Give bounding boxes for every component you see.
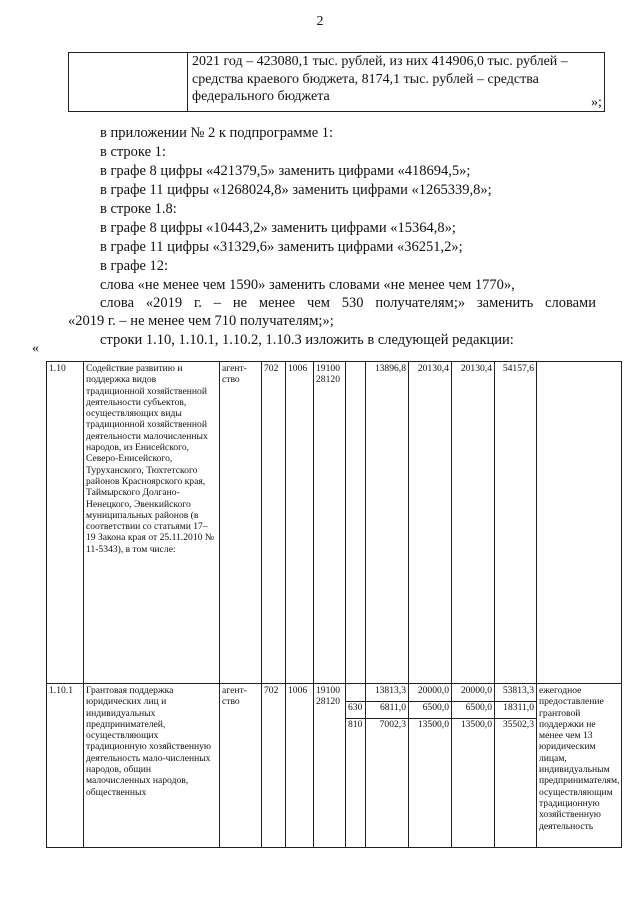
row-total	[495, 684, 537, 848]
row-vr	[346, 684, 366, 848]
program-table	[46, 361, 622, 848]
row-grbs: агент-ство	[220, 362, 262, 684]
row-name: Содействие развитию и поддержка видов традиционной хозяйственной деятельности субъектов, осуществляющих виды традиционной хозяйственной деятельности малочисленных народов, из Енисейского, Северо-Енисейского, Туруханского, Тюхтетского районов Красноярского края, Таймырского Долгано-Ненецкого, Эвенкийского муниципальных районов (в соответствии со статьями 17–19 Закона края от 25.11.2010 № 11-5343), в том числе:	[84, 362, 220, 684]
body-line: слова «не менее чем 1590» заменить словами «не менее чем 1770»,	[100, 277, 515, 293]
row-result: ежегодное предоставление грантовой поддержки не менее чем 13 юридическим лицам, индивидуальным предпринимателям, осуществляющим традиционную хозяйственную деятельность	[537, 684, 622, 848]
amount: 35502,3	[495, 718, 536, 735]
amount: 20000,0	[460, 685, 492, 696]
body-line: в графе 12:	[100, 258, 169, 274]
row-name: Грантовая поддержка юридических лиц и индивидуальных предпринимателей, осуществляющих традиционную хозяйственную деятельность мало-численных народов, общин малочисленных народов, общественных	[84, 684, 220, 848]
row-csr: 19100 28120	[314, 684, 346, 848]
row-2020	[409, 684, 452, 848]
vr-value: 810	[346, 718, 365, 735]
vr-value	[348, 685, 363, 701]
table-open-quote: «	[32, 341, 39, 356]
page-number: 2	[316, 14, 324, 29]
funding-box-text: 2021 год – 423080,1 тыс. рублей, из них 414906,0 тыс. рублей – средства краевого бюджета, 8174,1 тыс. рублей – средства федерального бюджета	[188, 53, 605, 112]
row-number: 1.10	[47, 362, 84, 684]
amount: 13500,0	[452, 718, 494, 735]
body-line: в строке 1:	[100, 144, 166, 160]
closing-quote: »;	[591, 95, 602, 110]
row-number: 1.10.1	[47, 684, 84, 848]
funding-box	[68, 52, 605, 112]
vr-value: 630	[346, 701, 365, 718]
amount: 13813,3	[374, 685, 406, 696]
justified-line: слова «2019 г. – не менее чем 530 получателям;» заменить словами	[100, 295, 596, 311]
row-total: 54157,6	[495, 362, 537, 684]
row-rz: 702	[262, 362, 286, 684]
body-line: в строке 1.8:	[100, 201, 177, 217]
body-line: в графе 11 цифры «31329,6» заменить цифрами «36251,2»;	[100, 239, 463, 255]
body-line: в графе 11 цифры «1268024,8» заменить цифрами «1265339,8»;	[100, 182, 492, 198]
body-line: в графе 8 цифры «421379,5» заменить цифрами «418694,5»;	[100, 163, 471, 179]
row-2020: 20130,4	[409, 362, 452, 684]
body-line: в графе 8 цифры «10443,2» заменить цифрами «15364,8»;	[100, 220, 456, 236]
row-result	[537, 362, 622, 684]
row-2021: 20130,4	[452, 362, 495, 684]
amount: 18311,0	[495, 701, 536, 718]
amount: 20000,0	[417, 685, 449, 696]
amount: 7002,3	[366, 718, 408, 735]
amount: 6811,0	[366, 701, 408, 718]
table-row	[47, 684, 622, 848]
row-csr: 19100 28120	[314, 362, 346, 684]
row-grbs: агент-ство	[220, 684, 262, 848]
final-line: строки 1.10, 1.10.1, 1.10.2, 1.10.3 изложить в следующей редакции:	[100, 332, 514, 348]
row-vr	[346, 362, 366, 684]
funding-box-empty-cell	[69, 53, 188, 112]
body-line: в приложении № 2 к подпрограмме 1:	[100, 125, 334, 141]
row-pr: 1006	[286, 684, 314, 848]
row-2019: 13896,8	[366, 362, 409, 684]
row-pr: 1006	[286, 362, 314, 684]
row-2019	[366, 684, 409, 848]
continuation-line: «2019 г. – не менее чем 710 получателям;»;	[68, 313, 334, 329]
amount: 13500,0	[409, 718, 451, 735]
table-row	[47, 362, 622, 684]
amount: 6500,0	[409, 701, 451, 718]
row-2021	[452, 684, 495, 848]
amount: 6500,0	[452, 701, 494, 718]
row-rz: 702	[262, 684, 286, 848]
amount: 53813,3	[502, 685, 534, 696]
